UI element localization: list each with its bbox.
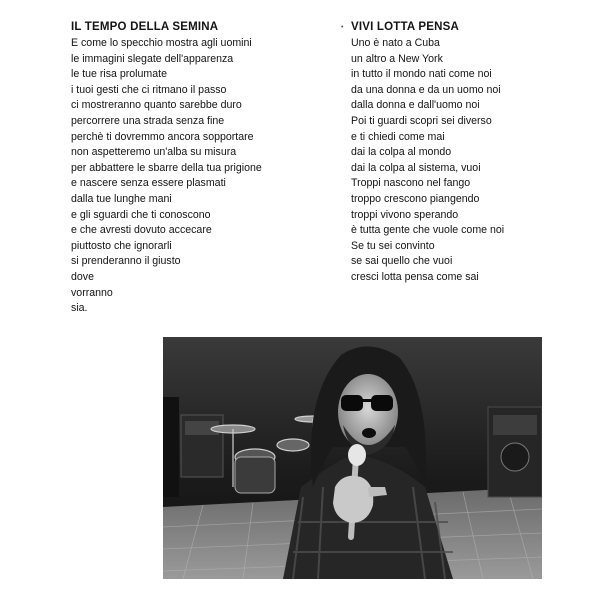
poem-line: e gli sguardi che ti conoscono <box>71 208 211 221</box>
poem-line: piuttosto che ignorarli <box>71 239 172 252</box>
poem-line: e ti chiedi come mai <box>351 130 445 143</box>
poem-line: dai la colpa al sistema, vuoi <box>351 161 481 174</box>
poem-line: sia. <box>71 302 88 315</box>
poem-vivi-lotta-pensa <box>341 20 591 286</box>
poem-line: E come lo specchio mostra agli uomini <box>71 37 252 49</box>
poem-line: Se tu sei convinto <box>351 239 435 252</box>
poem-line: vorranno <box>71 286 113 299</box>
poem-line: si prenderanno il giusto <box>71 255 181 268</box>
poem-line: e nascere senza essere plasmati <box>71 177 226 190</box>
poem-line: è tutta gente che vuole come noi <box>351 224 505 237</box>
poem-lines <box>351 36 591 286</box>
poem-line: Troppi nascono nel fango <box>351 177 471 190</box>
poem-line: dalla donna e dall'uomo noi <box>351 99 480 112</box>
poem-title: VIVI LOTTA PENSA <box>351 21 459 33</box>
poem-line: i tuoi gesti che ci ritmano il passo <box>71 83 227 96</box>
poem-line: dove <box>71 270 94 283</box>
poem-line: Uno è nato a Cuba <box>351 37 440 49</box>
poem-line: se sai quello che vuoi <box>351 255 453 268</box>
poem-line: per abbattere le sbarre della tua prigione <box>71 161 262 174</box>
poem-line: da una donna e da un uomo noi <box>351 83 501 96</box>
dot-icon: • <box>341 24 344 31</box>
poem-line: le immagini slegate dell'apparenza <box>71 52 234 65</box>
poem-line: le tue risa prolumate <box>71 68 167 81</box>
poem-il-tempo-della-semina <box>71 20 326 317</box>
poem-line: dai la colpa al mondo <box>351 146 452 159</box>
poem-line: perchè ti dovremmo ancora sopportare <box>71 130 254 143</box>
poem-line: un altro a New York <box>351 52 443 65</box>
poem-title: IL TEMPO DELLA SEMINA <box>71 21 219 33</box>
poem-line: in tutto il mondo nati come noi <box>351 68 492 81</box>
poem-line: Poi ti guardi scopri sei diverso <box>351 114 492 127</box>
concert-photo <box>163 337 542 579</box>
poem-line: e che avresti dovuto accecare <box>71 224 212 237</box>
poem-line: dalla tue lunghe mani <box>71 192 172 205</box>
poem-line: percorrere una strada senza fine <box>71 114 225 127</box>
poem-line: ci mostreranno quanto sarebbe duro <box>71 99 242 112</box>
poem-line: cresci lotta pensa come sai <box>351 270 479 283</box>
poem-line: troppo crescono piangendo <box>351 192 480 205</box>
poem-line: non aspetteremo un'alba su misura <box>71 146 237 159</box>
poem-line: troppi vivono sperando <box>351 208 459 221</box>
poem-lines <box>71 36 326 317</box>
concert-photo-illustration <box>163 337 542 579</box>
